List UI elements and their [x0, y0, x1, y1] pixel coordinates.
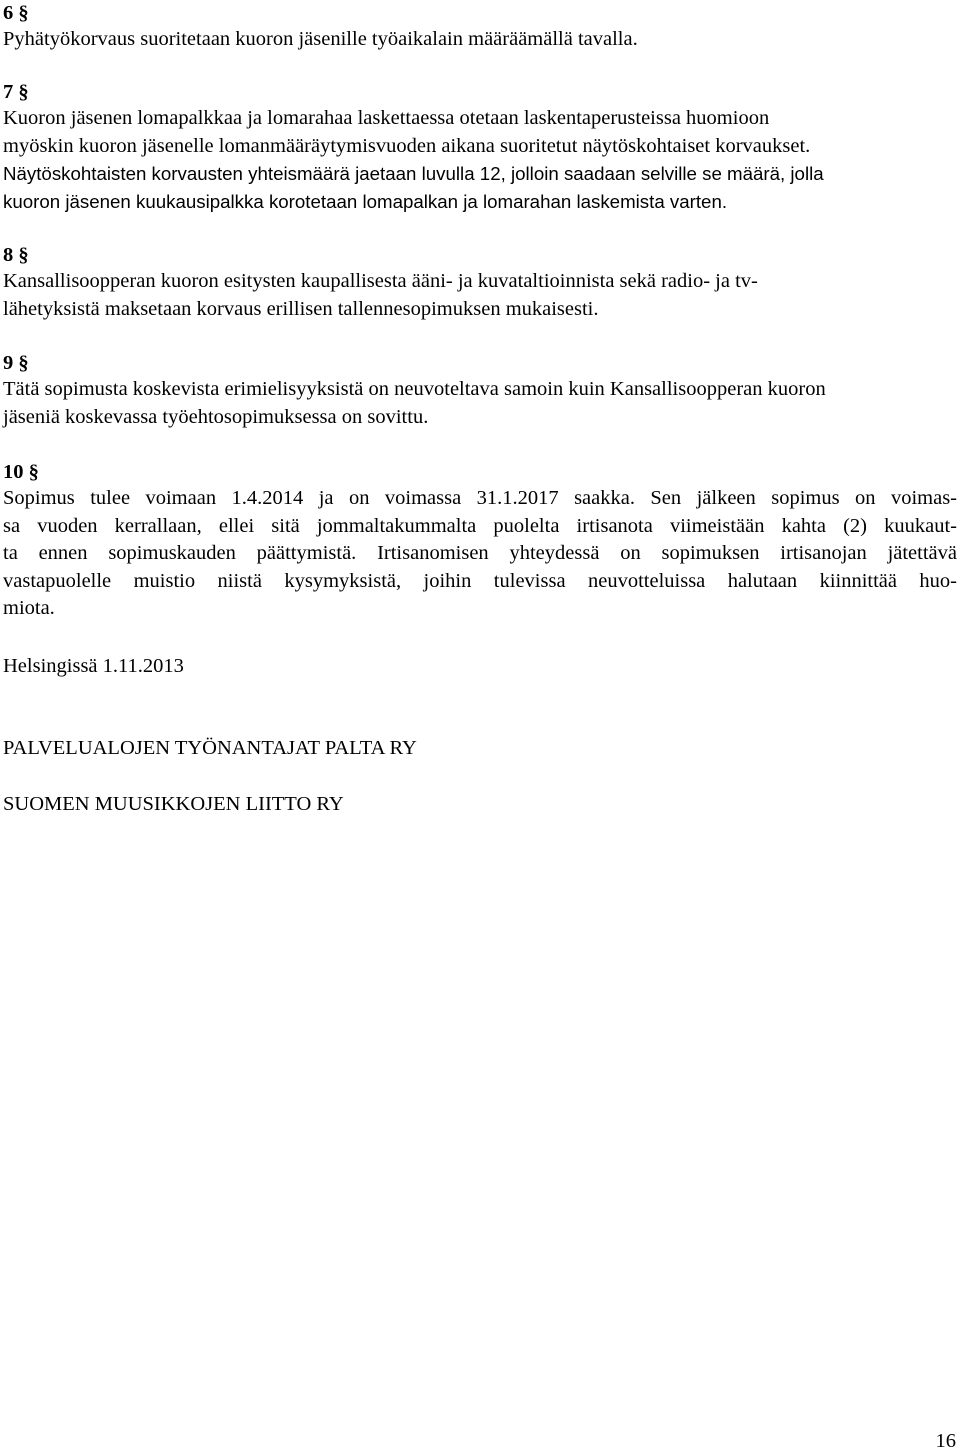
section-heading: 7 §: [3, 81, 29, 103]
section-heading: 6 §: [3, 2, 29, 24]
paragraph-line: Kansallisoopperan kuoron esitysten kaupallisesta ääni- ja kuvataltioinnista sekä radio- ja tv-: [3, 270, 758, 292]
paragraph-line: miota.: [3, 597, 55, 619]
section-heading: 9 §: [3, 352, 29, 374]
signatory-union: SUOMEN MUUSIKKOJEN LIITTO RY: [3, 793, 344, 815]
page-number: 16: [935, 1430, 956, 1452]
paragraph-line: Sopimus tulee voimaan 1.4.2014 ja on voimassa 31.1.2017 saakka. Sen jälkeen sopimus on voimas-: [3, 487, 957, 509]
signatory-employer: PALVELUALOJEN TYÖNANTAJAT PALTA RY: [3, 737, 417, 759]
section-heading: 8 §: [3, 244, 29, 266]
paragraph-line: sa vuoden kerrallaan, ellei sitä jommaltakummalta puolelta irtisanota viimeistään kahta (2) kuukaut-: [3, 514, 957, 537]
paragraph-line: Pyhätyökorvaus suoritetaan kuoron jäsenille työaikalain määräämällä tavalla.: [3, 28, 638, 50]
section-7: [3, 79, 957, 215]
paragraph-line: kuoron jäsenen kuukausipalkka korotetaan lomapalkan ja lomarahan laskemista varten.: [3, 190, 728, 212]
paragraph-line: lähetyksistä maksetaan korvaus erillisen tallennesopimuksen mukaisesti.: [3, 297, 599, 320]
paragraph-line: Näytöskohtaisten korvausten yhteismäärä jaetaan luvulla 12, jolloin saadaan selville se määrä, jolla: [3, 163, 824, 184]
section-heading: 10 §: [3, 461, 39, 483]
paragraph-line: ta ennen sopimuskauden päättymistä. Irtisanomisen yhteydessä on sopimuksen irtisanojan jätettävä: [3, 542, 957, 564]
paragraph-line: myöskin kuoron jäsenelle lomanmääräytymisvuoden aikana suoritetut näytöskohtaiset korvaukset.: [3, 134, 811, 157]
section-10: [3, 459, 957, 623]
paragraph-line: jäseniä koskevassa työehtosopimuksessa on sovittu.: [3, 405, 429, 428]
section-8: [3, 242, 957, 323]
place-date: Helsingissä 1.11.2013: [3, 655, 184, 677]
section-9: [3, 350, 957, 431]
paragraph-line: Tätä sopimusta koskevista erimielisyyksistä on neuvoteltava samoin kuin Kansallisoopperan kuoron: [3, 378, 826, 400]
section-6: [3, 0, 957, 54]
paragraph-line: vastapuolelle muistio niistä kysymyksistä, joihin tulevissa neuvotteluissa halutaan kiinnittää huo-: [3, 569, 957, 592]
paragraph-line: Kuoron jäsenen lomapalkkaa ja lomarahaa laskettaessa otetaan laskentaperusteissa huomioon: [3, 107, 770, 129]
